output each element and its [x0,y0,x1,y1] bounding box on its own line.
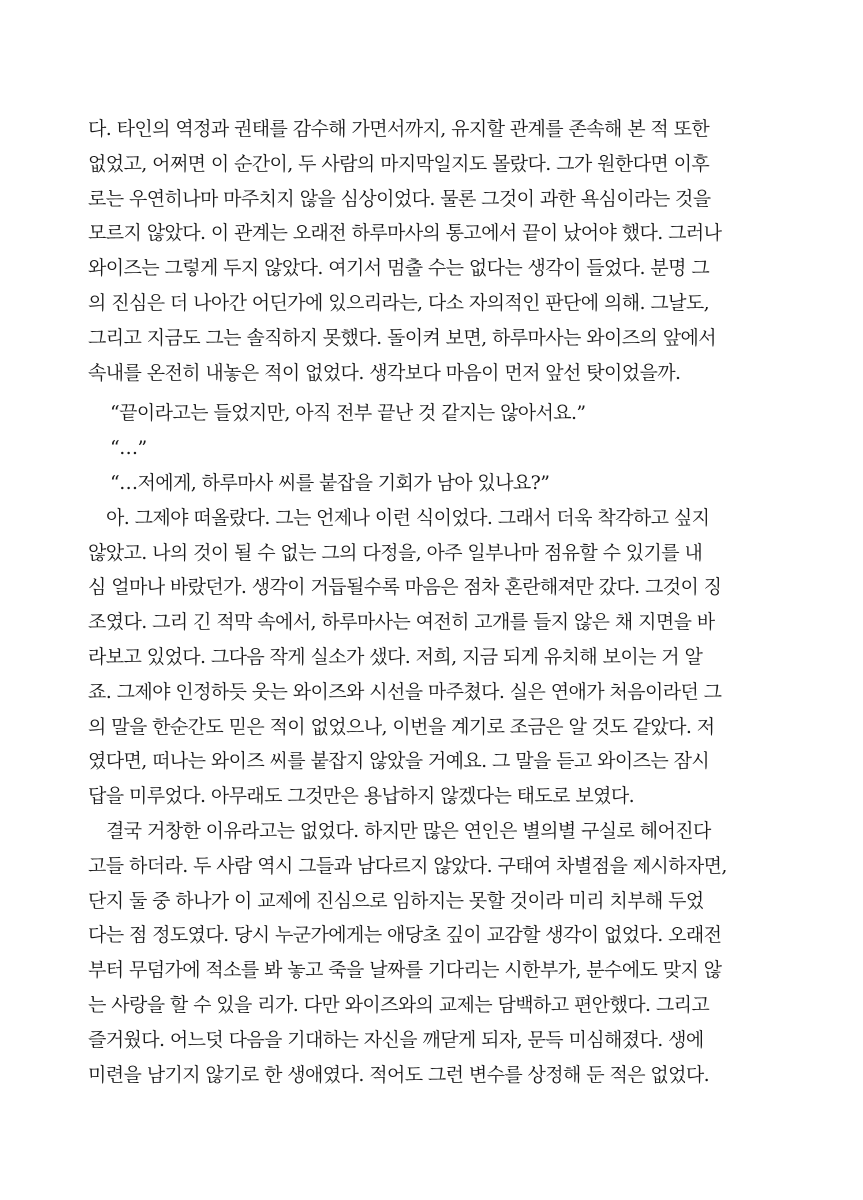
text-line: 않았고. 나의 것이 될 수 없는 그의 다정을, 아주 일부나마 점유할 수 있기를 내 [88,541,703,564]
text-line: 의 말을 한순간도 믿은 적이 없었으나, 이번을 계기로 조금은 알 것도 같았다. 저 [88,715,715,738]
text-line: 모르지 않았다. 이 관계는 오래전 하루마사의 통고에서 끝이 났어야 했다. 그러나 [88,222,722,245]
text-line: 미련을 남기지 않기로 한 생애였다. 적어도 그런 변수를 상정해 둔 적은 없었다. [88,1063,710,1086]
text-line: 였다면, 떠나는 와이즈 씨를 붙잡지 않았을 거예요. 그 말을 듣고 와이즈는 잠시 [88,750,710,773]
dialogue-line: “…” [110,437,147,460]
text-line: 조였다. 그리 긴 적막 속에서, 하루마사는 여전히 고개를 들지 않은 채 지면을 바 [88,611,715,634]
page-text [88,112,748,1092]
text-line: 부터 무덤가에 적소를 봐 놓고 죽을 날짜를 기다리는 시한부가, 분수에도 맞지 않 [88,959,722,982]
text-line: 는 사랑을 할 수 있을 리가. 다만 와이즈와의 교제는 담백하고 편안했다. 그리고 [88,993,710,1016]
text-line: 즐거웠다. 어느덧 다음을 기대하는 자신을 깨닫게 되자, 문득 미심해졌다. 생에 [88,1028,704,1051]
text-line: 로는 우연히나마 마주치지 않을 심상이었다. 물론 그것이 과한 욕심이라는 것을 [88,187,711,210]
paragraph-1 [88,112,748,390]
text-line: 단지 둘 중 하나가 이 교제에 진심으로 임하지는 못할 것이라 미리 치부해 두었 [88,889,704,912]
text-line: 라보고 있었다. 그다음 작게 실소가 샜다. 저희, 지금 되게 유치해 보이는 거 알 [88,645,703,668]
text-line: 다는 점 정도였다. 당시 누군가에게는 애당초 깊이 교감할 생각이 없었다. 오래전 [88,924,722,947]
text-line: 의 진심은 더 나아간 어딘가에 있으리라는, 다소 자의적인 판단에 의해. 그날도, [88,291,710,314]
text-line: 없었고, 어쩌면 이 순간이, 두 사람의 마지막일지도 몰랐다. 그가 원한다면 이후 [88,152,710,175]
text-line: 고들 하더라. 두 사람 역시 그들과 남다르지 않았다. 구태여 차별점을 제시하자면, [88,854,727,877]
text-line: 속내를 온전히 내놓은 적이 없었다. 생각보다 마음이 먼저 앞선 탓이었을까. [88,361,681,384]
dialogue-block [88,396,748,500]
dialogue-line: “…저에게, 하루마사 씨를 붙잡을 기회가 남아 있나요?” [110,471,550,494]
text-line: 답을 미루었다. 아무래도 그것만은 용납하지 않겠다는 태도로 보였다. [88,785,635,808]
paragraph-2 [88,501,748,814]
paragraph-3 [88,814,748,1092]
dialogue-line: “끝이라고는 들었지만, 아직 전부 끝난 것 같지는 않아서요.” [110,402,586,425]
text-line: 결국 거창한 이유라고는 없었다. 하지만 많은 연인은 별의별 구실로 헤어진다 [106,819,711,842]
text-line: 심 얼마나 바랐던가. 생각이 거듭될수록 마음은 점차 혼란해져만 갔다. 그것이 징 [88,576,722,599]
text-line: 아. 그제야 떠올랐다. 그는 언제나 이런 식이었다. 그래서 더욱 착각하고 싶지 [106,506,710,529]
text-line: 그리고 지금도 그는 솔직하지 못했다. 돌이켜 보면, 하루마사는 와이즈의 앞에서 [88,326,716,349]
text-line: 와이즈는 그렇게 두지 않았다. 여기서 멈출 수는 없다는 생각이 들었다. 분명 그 [88,257,710,280]
text-line: 다. 타인의 역정과 권태를 감수해 가면서까지, 유지할 관계를 존속해 본 적 또한 [88,118,710,140]
text-line: 죠. 그제야 인정하듯 웃는 와이즈와 시선을 마주쳤다. 실은 연애가 처음이라던 그 [88,680,722,703]
